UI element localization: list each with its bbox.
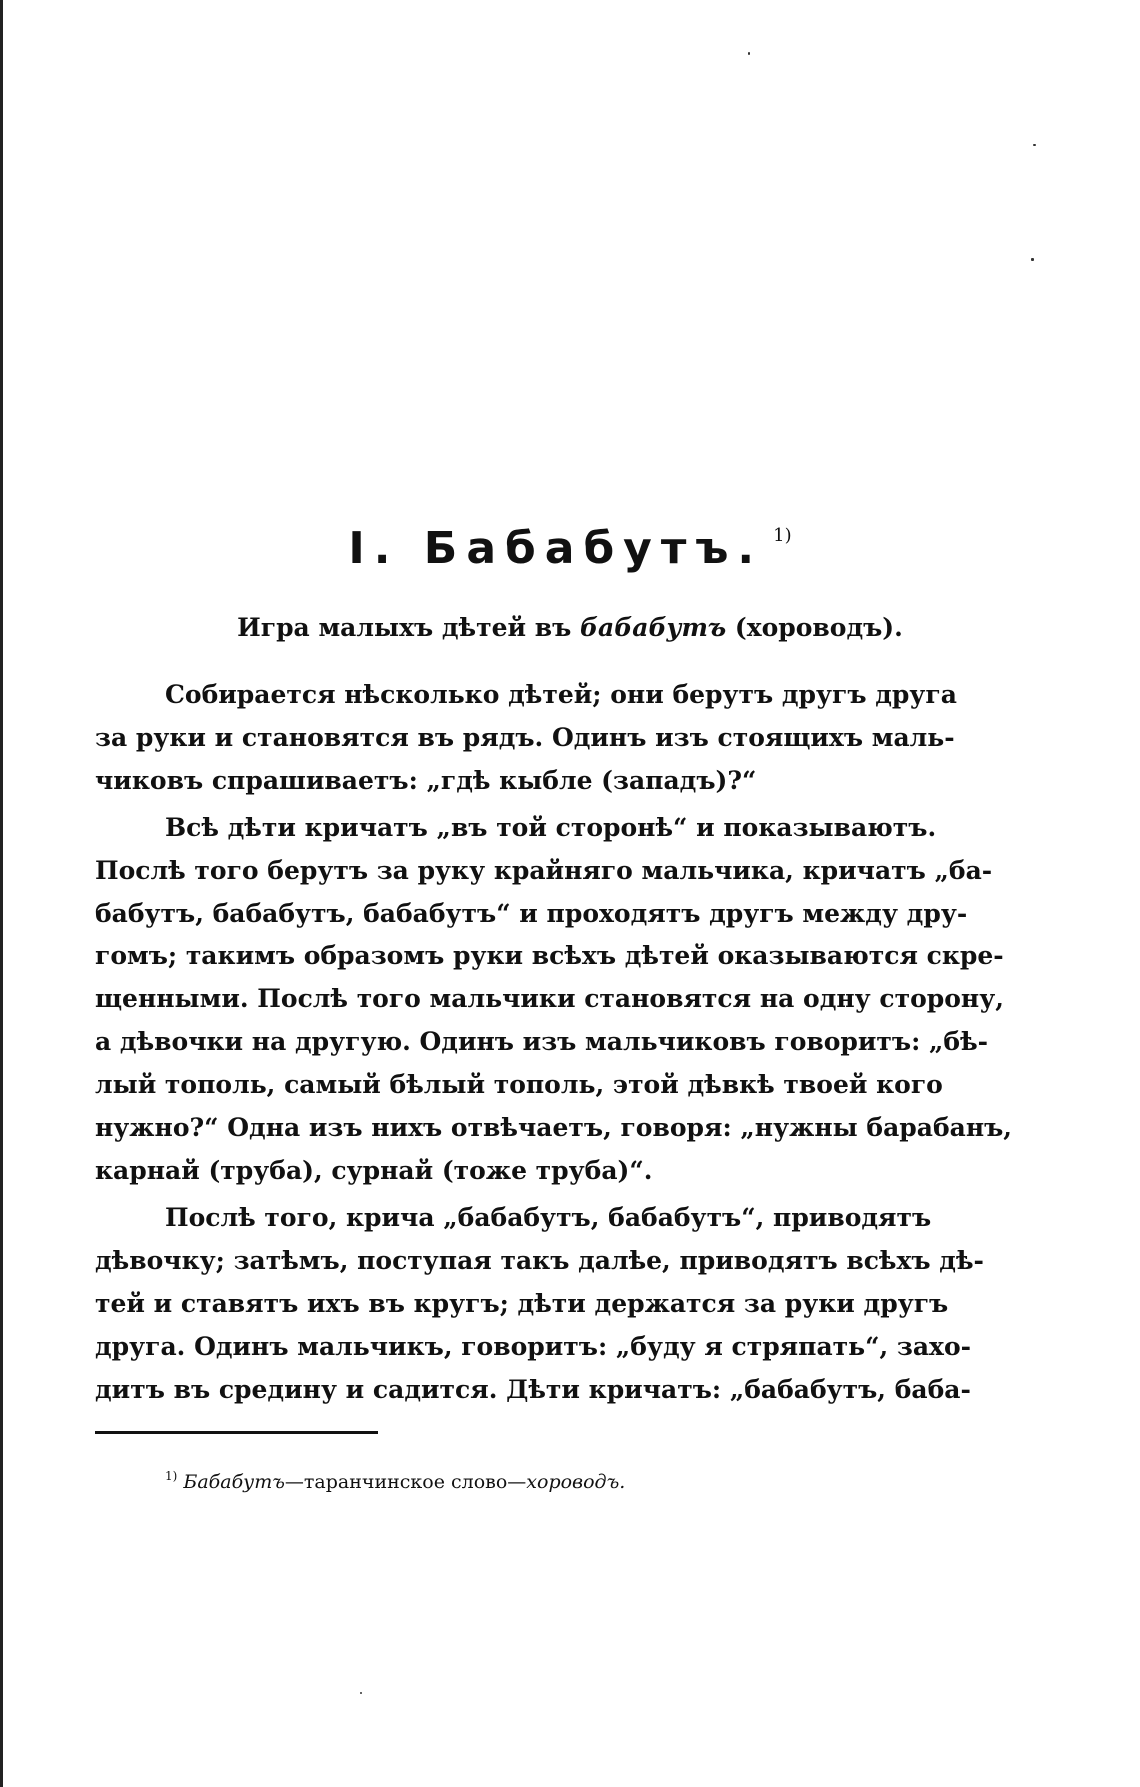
paragraph-3 [95,1197,984,1412]
chapter-title [0,508,1140,577]
text-line: лый тополь, самый бѣлый тополь, этой дѣвкѣ твоей кого [95,1070,943,1100]
page-edge [0,0,3,1787]
scan-speck [360,1692,362,1694]
text-line: друга. Одинъ мальчикъ, говоритъ: „буду я стряпать“, захо- [95,1331,972,1361]
text-line: чиковъ спрашиваетъ: „гдѣ кыбле (западъ)?“ [95,765,757,795]
text-line: дѣвочку; затѣмъ, поступая такъ далѣе, приводятъ всѣхъ дѣ- [95,1245,984,1275]
scan-speck [748,52,750,55]
text-line: Послѣ того, крича „бабабутъ, бабабутъ“, приводятъ [165,1202,932,1232]
paragraph-1 [95,674,957,803]
subtitle-italic-term: бабабутъ [580,613,727,642]
chapter-title-text: I. Бабабутъ. [348,523,764,574]
text-line: а дѣвочки на другую. Одинъ изъ мальчиковъ говоритъ: „бѣ- [95,1027,989,1057]
scan-speck [1033,144,1036,146]
text-line: нужно?“ Одна изъ нихъ отвѣчаетъ, говоря: „нужны барабанъ, [95,1113,1013,1143]
footnote-middle: —таранчинское слово— [284,1471,527,1493]
text-line: Всѣ дѣти кричатъ „въ той сторонѣ“ и показываютъ. [165,812,937,842]
footnote-mark: 1) [165,1469,178,1483]
chapter-subtitle [0,608,1140,648]
text-line: дитъ въ средину и садится. Дѣти кричатъ: „бабабутъ, баба- [95,1374,971,1404]
footnote-separator [95,1431,378,1434]
title-footnote-mark: 1) [773,525,792,546]
text-line: карнай (труба), сурнай (тоже труба)“. [95,1155,653,1185]
footnote [165,1461,625,1497]
subtitle-text: Игра малыхъ дѣтей въ [237,613,580,642]
text-line: бабутъ, бабабутъ, бабабутъ“ и проходятъ другъ между дру- [95,898,968,928]
text-line: тей и ставятъ ихъ въ кругъ; дѣти держатся за руки другъ [95,1288,949,1318]
text-line: щенными. Послѣ того мальчики становятся на одну сторону, [95,984,1004,1014]
body-text [95,674,1013,1411]
subtitle-text-end: (хороводъ). [726,613,903,642]
footnote-term: Бабабутъ [183,1471,285,1493]
footnote-definition: хороводъ. [526,1471,626,1493]
paragraph-2 [95,807,1013,1193]
text-line: гомъ; такимъ образомъ руки всѣхъ дѣтей оказываются скре- [95,941,1004,971]
text-line: Послѣ того берутъ за руку крайняго мальчика, кричатъ „ба- [95,855,993,885]
text-line: за руки и становятся въ рядъ. Одинъ изъ стоящихъ маль- [95,722,955,752]
text-line: Собирается нѣсколько дѣтей; они берутъ другъ друга [165,680,957,709]
scan-speck [1031,258,1034,261]
